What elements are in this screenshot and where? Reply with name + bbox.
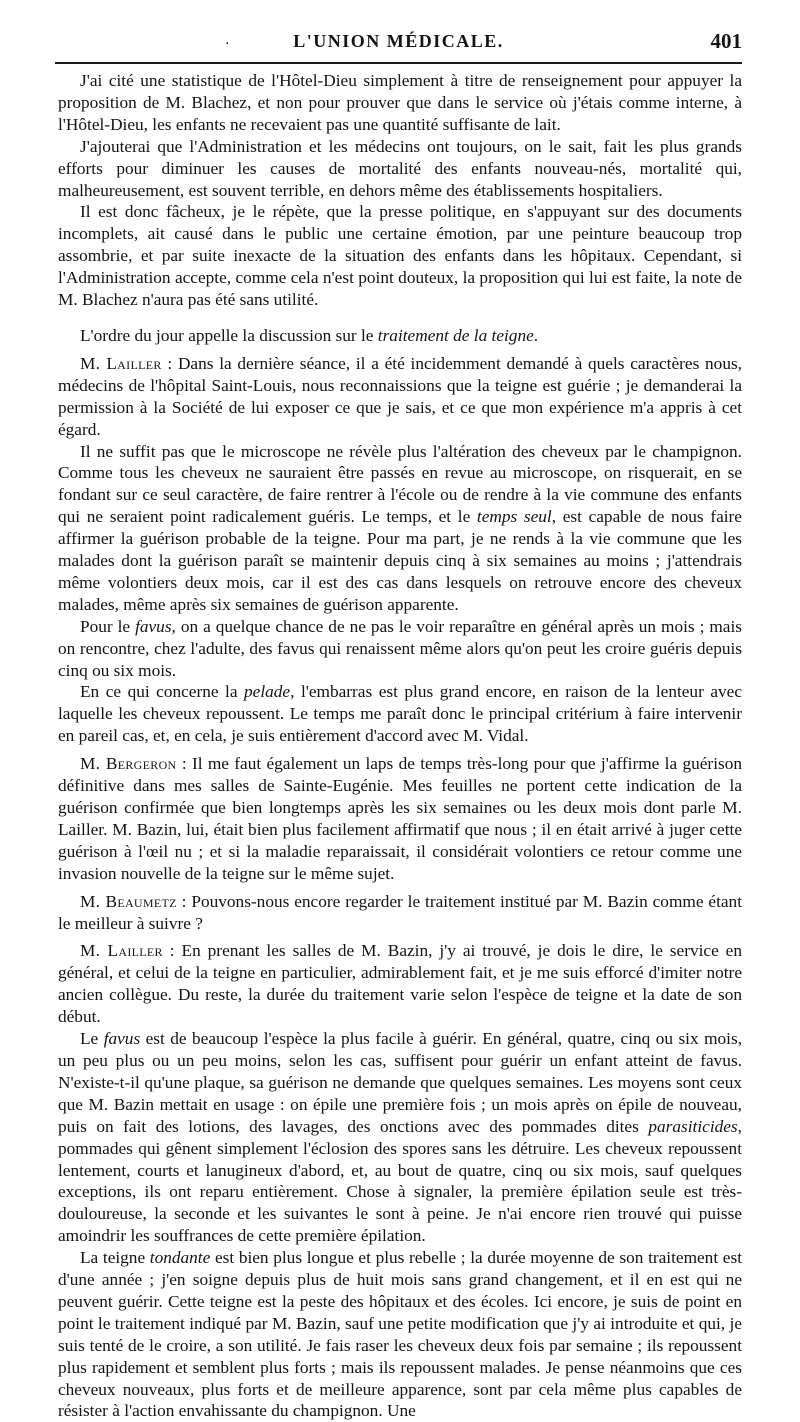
agenda-topic: traitement de la teigne	[377, 325, 534, 345]
page-number: 401	[710, 29, 742, 53]
paragraph: J'ajouterai que l'Administration et les médecins ont toujours, on le sait, fait les plus grands efforts pour diminuer les causes de mortalité des enfants nouveau-nés, mortalité qui, malheureusement, est souvent terrible, en dehors même des établissements hospitaliers.	[58, 136, 742, 200]
paragraph: J'ai cité une statistique de l'Hôtel-Dieu simplement à titre de renseignement pour appuyer la proposition de M. Blachez, et non pour prouver que dans le service où j'étais comme interne, à l'Hôtel-Dieu, les enfants ne recevaient pas une quantité suffisante de lait.	[58, 71, 742, 134]
article-body	[58, 70, 743, 1421]
journal-title: L'UNION MÉDICALE.	[293, 31, 504, 51]
header-ornament: ·	[225, 36, 230, 52]
paragraph: La teigne tondante est bien plus longue et plus rebelle ; la durée moyenne de son traitement est d'une année ; j'en soigne depuis plus de huit mois sans grand changement, et il en est qui ne peuvent guérir. Cette teigne est la peste des hôpitaux et des écoles. Ici encore, je suis de point en point le traitement indiqué par M. Bazin, sauf une petite modification que j'y ai introduite et qui, je suis tenté de le croire, a son utilité. Je fais raser les cheveux deux fois par semaine ; ils repoussent plus rapidement et semblent plus forts ; mais ils repoussent malades. Je pense néanmoins que ces cheveux nouveaux, plus forts et de meilleure apparence, sont par cela même plus capables de résister à l'action envahissante du champignon. Une	[58, 1248, 742, 1421]
paragraph: M. Lailler : En prenant les salles de M. Bazin, j'y ai trouvé, je dois le dire, le service en général, et celui de la teigne en particulier, admirablement fait, et je me suis efforcé d'imiter notre ancien collègue. Du reste, la durée du traitement varie selon l'espèce de teigne et la date de son début.	[58, 941, 742, 1027]
paragraph: Pour le favus, on a quelque chance de ne pas le voir reparaître en général après un mois ; mais on rencontre, chez l'adulte, des favus qui renaissent même alors qu'on peut les croire guéris depuis cinq ou six mois.	[58, 616, 742, 680]
speaker-name: M. Bergeron	[80, 754, 177, 774]
paragraph: Il est donc fâcheux, je le répète, que la presse politique, en s'appuyant sur des documents incomplets, ait causé dans le public une certaine émotion, par une peinture beaucoup trop assombrie, et par suite inexacte de la situation des enfants dans les hôpitaux. Cependant, si l'Administration accepte, comme cela n'est point douteux, la proposition qui lui est faite, la note de M. Blachez n'aura pas été sans utilité.	[58, 202, 742, 310]
speaker-name: M. Beaumetz	[80, 891, 177, 911]
speaker-name: M. Lailler	[80, 353, 162, 373]
paragraph: M. Lailler : Dans la dernière séance, il a été incidemment demandé à quels caractères nous, médecins de l'hôpital Saint-Louis, nous reconnaissions que la teigne est guérie ; je demanderai la permission à la Société de lui exposer ce que je sais, et ce que mon expérience m'a appris à cet égard.	[58, 353, 743, 439]
paragraph: M. Bergeron : Il me faut également un laps de temps très-long pour que j'affirme la guérison définitive dans mes salles de Sainte-Eugénie. Mes feuilles ne portent cette indication de la guérison confirmée que bien longtemps après les six semaines ou les deux mois dont parle M. Lailler. M. Bazin, lui, était bien plus facilement affirmatif que nous ; il en était arrivé à juger cette guérison à l'œil nu ; et si la maladie reparaissait, il considérait volontiers ce retour comme une invasion nouvelle de la teigne sur le même sujet.	[58, 754, 742, 883]
paragraph: Il ne suffit pas que le microscope ne révèle plus l'altération des cheveux par le champignon. Comme tous les cheveux ne sauraient être passés en revue au microscope, on risquerait, en se fondant sur ce seul caractère, de faire rentrer à l'école ou de rendre à la vie commune des enfants qui ne seraient point radicalement guéris. Le temps, et le temps seul, est capable de nous faire affirmer la guérison probable de la teigne. Pour ma part, je ne rends à la vie commune que les malades dont la guérison paraît se maintenir depuis cinq à six semaines au moins ; j'attendrais même volontiers deux mois, car il est des cas dans lesquels on retrouve encore des cheveux malades, même après six semaines de guérison apparente.	[58, 441, 742, 614]
agenda-paragraph: L'ordre du jour appelle la discussion sur le traitement de la teigne.	[80, 325, 539, 345]
running-header	[55, 26, 742, 64]
paragraph: Le favus est de beaucoup l'espèce la plus facile à guérir. En général, quatre, cinq ou six mois, un peu plus ou un peu moins, selon les cas, suffisent pour guérir un enfant atteint de favus. N'existe-t-il qu'une plaque, sa guérison ne demande que quelques semaines. Les moyens sont ceux que M. Bazin mettait en usage : on épile une première fois ; un mois après on épile de nouveau, puis on fait des lotions, des lavages, des onctions avec des pommades dites parasiticides, pommades qui gênent simplement l'éclosion des spores sans les détruire. Les cheveux repoussent lentement, courts et lanugineux d'abord, et, au bout de quatre, cinq ou six mois, sauf quelques exceptions, ils ont reparu entièrement. Chose à signaler, la première épilation seule est très-douloureuse, la seconde et les suivantes le sont à peine. Je n'ai encore rien trouvé qui puisse amoindrir les souffrances de cette première épilation.	[58, 1029, 743, 1246]
paragraph: En ce qui concerne la pelade, l'embarras est plus grand encore, en raison de la lenteur avec laquelle les cheveux repoussent. Le temps me paraît donc le principal critérium à faire intervenir en pareil cas, et, en cela, je suis entièrement d'accord avec M. Vidal.	[58, 682, 742, 746]
speaker-name: M. Lailler	[80, 941, 163, 961]
paragraph: M. Beaumetz : Pouvons-nous encore regarder le traitement institué par M. Bazin comme étant le meilleur à suivre ?	[58, 891, 742, 933]
